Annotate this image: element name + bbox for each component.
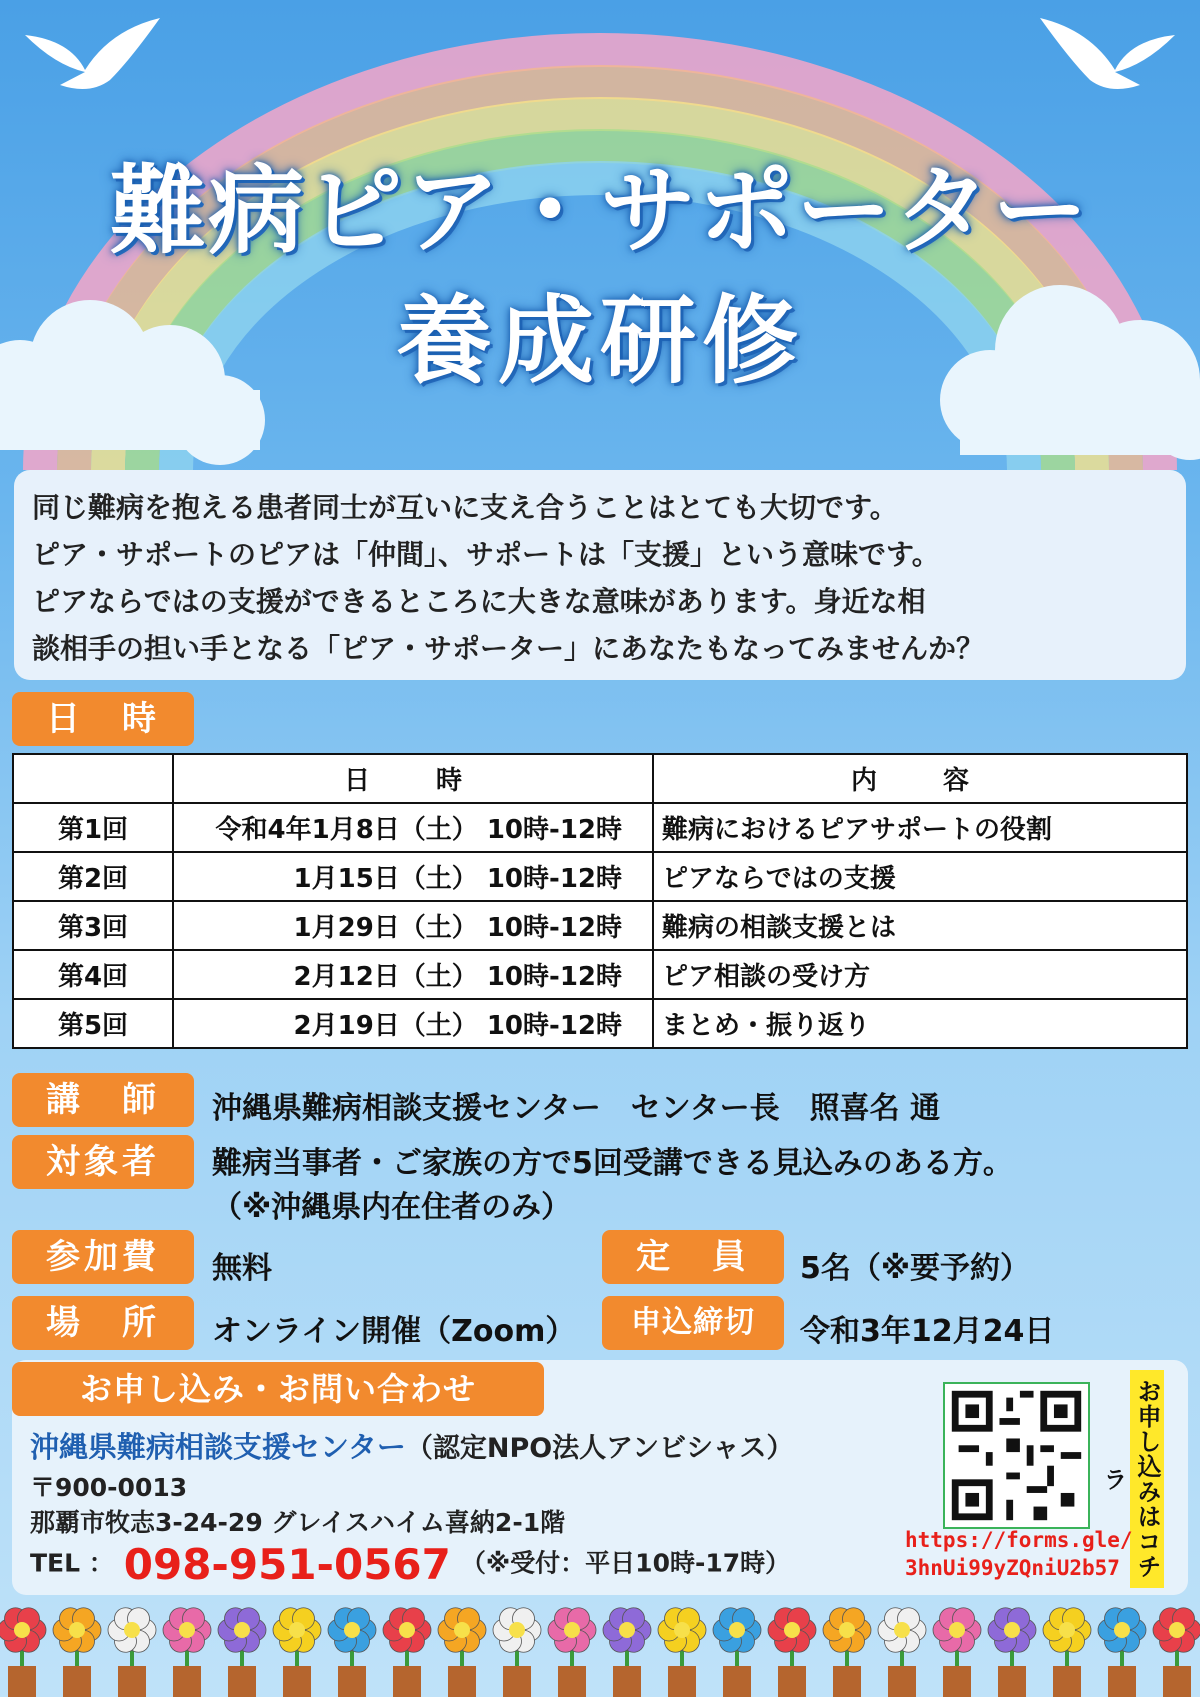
flower-icon (383, 1608, 431, 1697)
flower-icon (658, 1608, 706, 1697)
intro-text-box (14, 470, 1186, 680)
flower-icon (1153, 1608, 1200, 1697)
flower-icon (548, 1608, 596, 1697)
session-number: 第4回 (13, 950, 173, 999)
flower-icon (493, 1608, 541, 1697)
intro-line: ピア・サポートのピアは「仲間」、サポートは「支援」という意味です。 (32, 538, 940, 571)
target-value: 難病当事者・ご家族の方で5回受講できる見込みのある方。 (212, 1146, 1013, 1181)
session-number: 第2回 (13, 852, 173, 901)
intro-line: 同じ難病を抱える患者同士が互いに支え合うことはとても大切です。 (32, 491, 898, 524)
table-row (13, 950, 1187, 999)
session-date: 2月12日（土） 10時-12時 (173, 950, 653, 999)
postal-code: 〒900-0013 (30, 1473, 188, 1502)
target-note: （※沖縄県内在住者のみ） (212, 1190, 572, 1225)
table-row (13, 999, 1187, 1048)
flower-icon (878, 1608, 926, 1697)
session-date: 令和4年1月8日（土） 10時-12時 (173, 803, 653, 852)
deadline-value: 令和3年12月24日 (800, 1314, 1055, 1349)
org-name: 沖縄県難病相談支援センター (30, 1430, 406, 1464)
qr-apply-label: お申し込みはコチラ (1130, 1370, 1164, 1588)
table-row (13, 852, 1187, 901)
flower-icon (1043, 1608, 1091, 1697)
flower-icon (0, 1608, 46, 1697)
datetime-label: 日 時 (12, 692, 194, 746)
flower-icon (768, 1608, 816, 1697)
place-value: オンライン開催（Zoom） (212, 1314, 576, 1349)
fee-label: 参加費 (12, 1230, 194, 1284)
table-row (13, 803, 1187, 852)
bird-icon-left (25, 18, 160, 89)
flower-icon (713, 1608, 761, 1697)
form-url-line2[interactable]: 3hnUi99yZQniU2b57 (905, 1556, 1120, 1580)
flower-border (0, 1600, 1200, 1697)
flower-icon (1098, 1608, 1146, 1697)
table-header: 日 時 (173, 754, 653, 803)
fee-value: 無料 (212, 1251, 272, 1286)
target-label: 対象者 (12, 1135, 194, 1189)
session-date: 1月29日（土） 10時-12時 (173, 901, 653, 950)
qr-code[interactable] (943, 1382, 1090, 1529)
contact-label: お申し込み・お問い合わせ (12, 1362, 544, 1416)
tel-label: TEL ： (30, 1548, 114, 1578)
session-content: ピアならではの支援 (653, 852, 1187, 901)
flower-icon (273, 1608, 321, 1697)
tel-note: （※受付：平日10時-17時） (460, 1548, 791, 1578)
capacity-label: 定 員 (602, 1230, 784, 1284)
flower-icon (328, 1608, 376, 1697)
main-subtitle: 養成研修 (396, 285, 804, 397)
bird-icon-right (1040, 18, 1175, 89)
instructor-value: 沖縄県難病相談支援センター センター長 照喜名 通 (212, 1091, 941, 1126)
session-number: 第5回 (13, 999, 173, 1048)
session-date: 1月15日（土） 10時-12時 (173, 852, 653, 901)
tel-number[interactable]: 098-951-0567 (123, 1540, 451, 1589)
table-header (13, 754, 173, 803)
flower-icon (603, 1608, 651, 1697)
session-number: 第3回 (13, 901, 173, 950)
organization-name (30, 1425, 794, 1466)
schedule-table (12, 753, 1188, 1049)
table-header: 内 容 (653, 754, 1187, 803)
session-date: 2月19日（土） 10時-12時 (173, 999, 653, 1048)
session-content: 難病の相談支援とは (653, 901, 1187, 950)
table-header-row (13, 754, 1187, 803)
instructor-label: 講 師 (12, 1073, 194, 1127)
table-row (13, 901, 1187, 950)
session-content: ピア相談の受け方 (653, 950, 1187, 999)
form-url-line1[interactable]: https://forms.gle/ (905, 1528, 1133, 1552)
session-number: 第1回 (13, 803, 173, 852)
tel-line (30, 1540, 790, 1589)
flower-icon (218, 1608, 266, 1697)
flower-icon (53, 1608, 101, 1697)
flower-icon (163, 1608, 211, 1697)
place-label: 場 所 (12, 1296, 194, 1350)
flower-icon (438, 1608, 486, 1697)
main-title: 難病ピア・サポーター (110, 155, 1090, 267)
session-content: まとめ・振り返り (653, 999, 1187, 1048)
flower-icon (108, 1608, 156, 1697)
session-content: 難病におけるピアサポートの役割 (653, 803, 1187, 852)
address: 那覇市牧志3-24-29 グレイスハイム喜納2-1階 (30, 1508, 566, 1537)
flower-icon (988, 1608, 1036, 1697)
org-sub: （認定NPO法人アンビシャス） (405, 1433, 794, 1464)
flower-icon (823, 1608, 871, 1697)
flower-icon (933, 1608, 981, 1697)
deadline-label: 申込締切 (602, 1296, 784, 1350)
intro-line: 談相手の担い手となる「ピア・サポーター」にあなたもなってみませんか？ (32, 632, 985, 665)
intro-line: ピアならではの支援ができるところに大きな意味があります。身近な相 (32, 585, 926, 618)
capacity-value: 5名（※要予約） (800, 1251, 1031, 1286)
